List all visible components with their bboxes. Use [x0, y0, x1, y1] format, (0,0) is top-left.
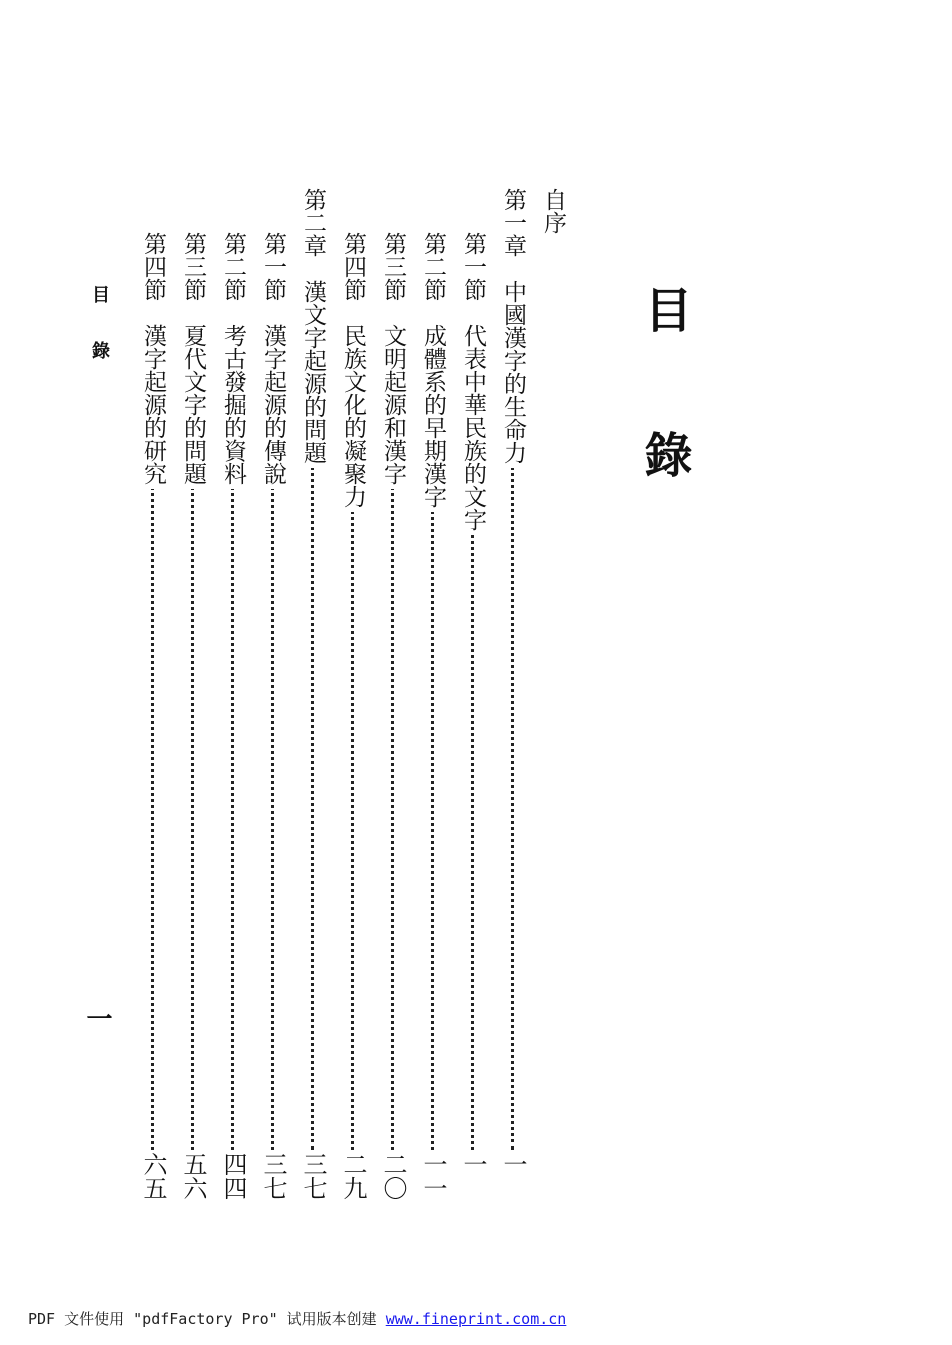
- running-header: 目 錄: [89, 285, 110, 376]
- toc-entry-page: 五六: [179, 1152, 207, 1200]
- toc-entry-label: 第二節 考古發掘的資料: [218, 232, 248, 489]
- toc-entry-label: 第四節 漢字起源的研究: [138, 232, 168, 489]
- toc-entry-label: 第二節 成體系的早期漢字: [418, 232, 448, 512]
- toc-entry[interactable]: [178, 232, 208, 1212]
- toc-entry-page: 二〇: [379, 1152, 407, 1200]
- toc-entry[interactable]: [338, 232, 368, 1212]
- toc-entry-label: 第一節 漢字起源的傳說: [258, 232, 288, 489]
- toc-entry-page: 四四: [219, 1152, 247, 1200]
- toc-entry-page: 三七: [299, 1152, 327, 1200]
- toc-entry-page: 二九: [339, 1152, 367, 1200]
- toc-entry-page: 三七: [259, 1152, 287, 1200]
- toc-entry[interactable]: [258, 232, 288, 1212]
- toc-entry[interactable]: [498, 188, 528, 1212]
- toc-entry-page: 一: [459, 1152, 487, 1176]
- toc-entry[interactable]: [418, 232, 448, 1212]
- toc-entry-label: 第四節 民族文化的凝聚力: [338, 232, 368, 512]
- toc-entry[interactable]: [458, 232, 488, 1212]
- toc-entry[interactable]: [298, 188, 328, 1212]
- toc-entry-label: 第一節 代表中華民族的文字: [458, 232, 488, 535]
- toc-entry-label: 第三節 夏代文字的問題: [178, 232, 208, 489]
- toc-entry-page: 六五: [139, 1152, 167, 1200]
- toc-entry[interactable]: [378, 232, 408, 1212]
- toc-preface-label: 自序: [538, 188, 568, 238]
- toc-entry[interactable]: [218, 232, 248, 1212]
- footer-text: PDF 文件使用 "pdfFactory Pro" 试用版本创建: [28, 1310, 377, 1328]
- toc-entry-label: 第一章 中國漢字的生命力: [498, 188, 528, 468]
- toc-entry[interactable]: [138, 232, 168, 1212]
- page-title: 目 錄: [636, 285, 692, 518]
- folio-number: 一: [82, 1005, 112, 1031]
- toc-entry-label: 第二章 漢文字起源的問題: [298, 188, 328, 468]
- toc-entry-page: 一一: [419, 1152, 447, 1200]
- toc-entry-page: 一: [499, 1152, 527, 1176]
- footer-link[interactable]: www.fineprint.com.cn: [385, 1310, 567, 1328]
- pdf-footer: [28, 1308, 566, 1329]
- toc-entry-label: 第三節 文明起源和漢字: [378, 232, 408, 489]
